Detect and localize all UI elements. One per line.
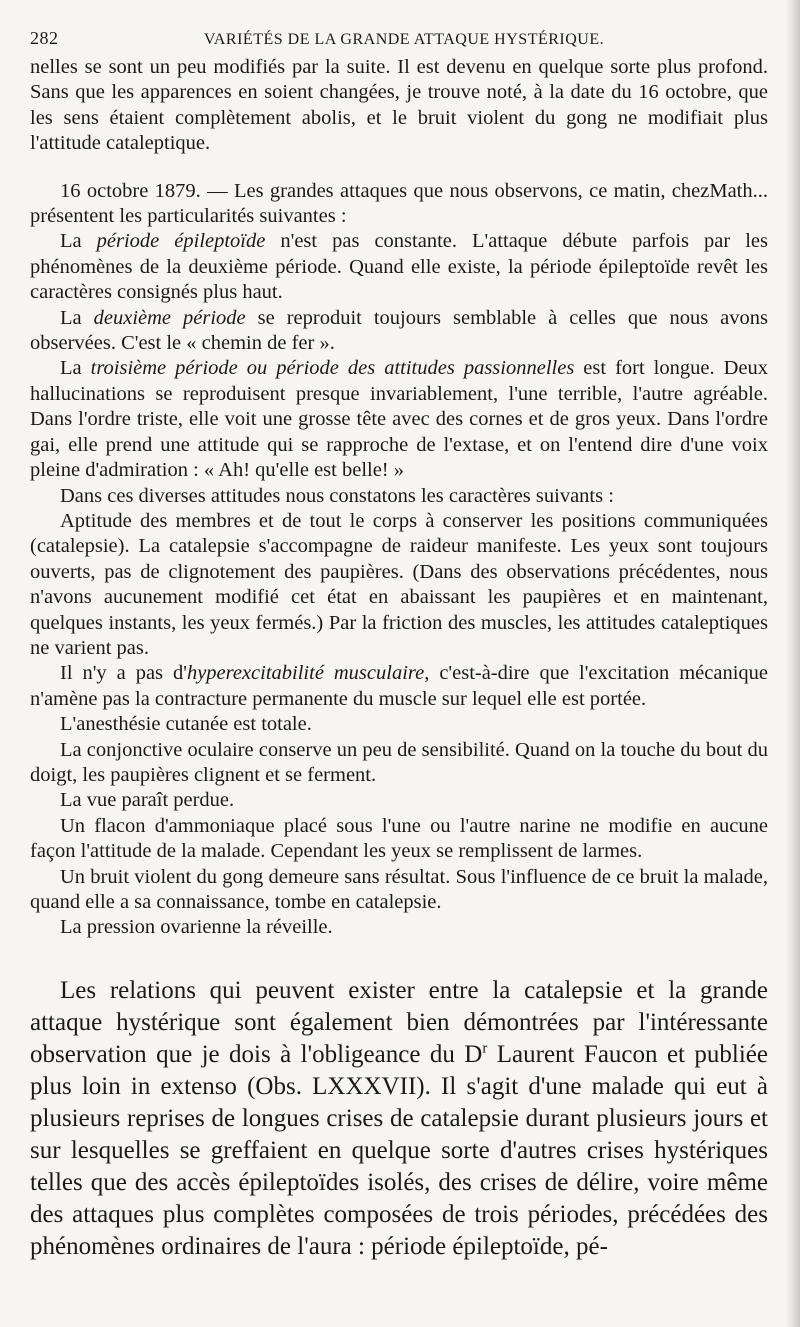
italic-term: deuxième période	[93, 306, 246, 329]
paragraph: Aptitude des membres et de tout le corps à conserver les positions communiquées (catalepsie). La catalepsie s'accompagne de raideur manifeste. Les yeux sont toujours ouverts, pas de clignotement des paupières. (Dans des observations précédentes, nous n'avons aucunement modifié cet état en abaissant les paupières et en maintenant, quelques instants, les yeux fermés.) Par la friction des muscles, les attitudes cataleptiques ne varient pas.	[30, 509, 768, 659]
page-header	[30, 28, 768, 49]
superscript: r	[482, 1040, 488, 1057]
paragraph: Dans ces diverses attitudes nous constatons les caractères suivants :	[60, 484, 614, 507]
paragraph: Il n'y a pas d'hyperexcitabilité musculaire, c'est-à-dire que l'excitation mécanique n'amène pas la contracture permanente du muscle sur lequel elle est portée.	[30, 662, 768, 710]
paragraph: Un flacon d'ammoniaque placé sous l'une ou l'autre narine ne modifie en aucune façon l'attitude de la malade. Cependant les yeux se remplissent de larmes.	[30, 814, 768, 863]
paragraph: nelles se sont un peu modifiés par la suite. Il est devenu en quelque sorte plus profond. Sans que les apparences en soient changées, je trouve noté, à la date du 16 octobre, que les sens étaient complètement abolis, et le bruit violent du gong ne modifiait plus l'attitude cataleptique.	[30, 56, 768, 155]
paragraph: La deuxième période se reproduit toujours semblable à celles que nous avons observées. C'est le « chemin de fer ».	[30, 306, 768, 355]
main-text-section	[30, 975, 768, 1263]
paragraph: Les relations qui peuvent exister entre la catalepsie et la grande attaque hystérique sont également bien démontrées par l'intéressante observation que je dois à l'obligeance du $D^r$ Laurent Faucon et publiée plus loin in extenso (Obs. LXXXVII). Il s'agit d'une malade qui eut à plusieurs reprises de longues crises de catalepsie durant plusieurs jours et sur lesquelles se greffaient en quelque sorte d'autres crises hystériques telles que des accès épileptoïdes isolés, des crises de délire, voire même des attaques plus complètes composées de trois périodes, précédées des phénomènes ordinaires de l'aura : période épileptoïde, pé-	[30, 976, 768, 1260]
running-title: VARIÉTÉS DE LA GRANDE ATTAQUE HYSTÉRIQUE.	[203, 31, 605, 48]
italic-term: hyperexcitabilité musculaire,	[186, 662, 430, 685]
paragraph: La pression ovarienne la réveille.	[60, 916, 333, 939]
paragraph: La troisième période ou période des attitudes passionnelles est fort longue. Deux hallucinations se reproduisent presque invariablement, l'une terrible, l'autre agréable. Dans l'ordre triste, elle voit une grosse tête avec des cornes et de gros yeux. Dans l'ordre gai, elle prend une attitude qui se rapproche de l'extase, et on l'entend dire d'une voix pleine d'admiration : « Ah! qu'elle est belle! »	[30, 357, 768, 482]
italic-term: troisième période ou période des attitudes passionnelles	[90, 357, 575, 380]
paragraph: La vue paraît perdue.	[60, 789, 235, 812]
paragraph: 16 octobre 1879. — Les grandes attaques que nous observons, ce matin, chezMath... présentent les particularités suivantes :	[30, 179, 768, 228]
italic-term: période épileptoïde	[96, 230, 266, 253]
paragraph: L'anesthésie cutanée est totale.	[60, 713, 312, 736]
small-print-section	[30, 55, 768, 941]
paragraph: La conjonctive oculaire conserve un peu de sensibilité. Quand on la touche du bout du doigt, les paupières clignent et se ferment.	[30, 738, 768, 786]
page-edge-shadow	[786, 0, 800, 1327]
paragraph: La période épileptoïde n'est pas constante. L'attaque débute parfois par les phénomènes de la deuxième période. Quand elle existe, la période épileptoïde revêt les caractères consignés plus haut.	[30, 230, 768, 304]
paragraph: Un bruit violent du gong demeure sans résultat. Sous l'influence de ce bruit la malade, quand elle a sa connaissance, tombe en catalepsie.	[30, 865, 768, 913]
page-number: 282	[30, 28, 59, 48]
